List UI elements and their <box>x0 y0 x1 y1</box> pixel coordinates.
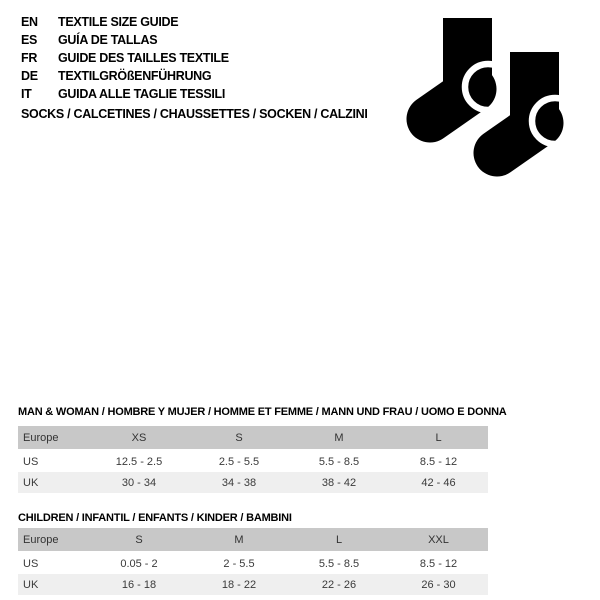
language-code: EN <box>21 15 38 29</box>
table-title-children: CHILDREN / INFANTIL / ENFANTS / KINDER / BAMBINI <box>18 512 292 524</box>
region-label: UK <box>18 472 89 493</box>
region-label: UK <box>18 574 89 595</box>
column-header-size: XXL <box>389 528 488 553</box>
language-code: ES <box>21 33 38 47</box>
size-value: 2.5 - 5.5 <box>218 455 260 468</box>
column-header-size: S <box>89 528 189 553</box>
size-value: 16 - 18 <box>89 574 189 595</box>
region-label: US <box>23 455 39 468</box>
size-table-man-woman <box>18 426 488 493</box>
language-label: GUIDA ALLE TAGLIE TESSILI <box>58 87 226 101</box>
socks-icon-svg <box>402 4 592 184</box>
size-value: 12.5 - 2.5 <box>115 455 163 468</box>
column-header-europe: Europe <box>18 528 89 553</box>
sock-back <box>430 18 511 119</box>
language-row-fr <box>21 49 229 67</box>
language-row-de <box>21 67 229 85</box>
table-row-us <box>18 553 488 574</box>
column-header-europe: Europe <box>18 426 89 451</box>
size-value: 22 - 26 <box>289 574 389 595</box>
table-row-uk <box>18 574 488 595</box>
column-header-size: L <box>389 426 488 451</box>
socks-icon <box>402 4 592 184</box>
table-header-row <box>18 528 488 553</box>
size-value: 38 - 42 <box>289 472 389 493</box>
table-title-man-woman: MAN & WOMAN / HOMBRE Y MUJER / HOMME ET FEMME / MANN UND FRAU / UOMO E DONNA <box>18 406 507 418</box>
language-list <box>21 13 229 103</box>
size-value: 0.05 - 2 <box>120 557 158 570</box>
column-header-size: M <box>189 528 289 553</box>
language-code: FR <box>21 51 38 65</box>
language-label: GUÍA DE TALLAS <box>58 33 158 47</box>
column-header-size: S <box>189 426 289 451</box>
size-value: 42 - 46 <box>389 472 488 493</box>
column-header-size: XS <box>89 426 189 451</box>
size-value: 8.5 - 12 <box>419 557 458 570</box>
category-title: SOCKS / CALCETINES / CHAUSSETTES / SOCKEN / CALZINI <box>21 107 368 121</box>
size-value: 30 - 34 <box>89 472 189 493</box>
size-value: 8.5 - 12 <box>419 455 458 468</box>
language-row-it <box>21 85 229 103</box>
language-code: DE <box>21 69 38 83</box>
size-value: 26 - 30 <box>389 574 488 595</box>
size-value: 34 - 38 <box>189 472 289 493</box>
region-label: US <box>23 557 39 570</box>
language-code: IT <box>21 87 32 101</box>
size-table-children <box>18 528 488 595</box>
column-header-size: L <box>289 528 389 553</box>
column-header-size: M <box>289 426 389 451</box>
size-value: 5.5 - 8.5 <box>318 455 360 468</box>
table-row-us <box>18 451 488 472</box>
language-label: GUIDE DES TAILLES TEXTILE <box>58 51 229 65</box>
table-row-uk <box>18 472 488 493</box>
language-row-es <box>21 31 229 49</box>
language-label: TEXTILGRÖßENFÜHRUNG <box>58 69 212 83</box>
size-value: 2 - 5.5 <box>223 557 255 570</box>
size-value: 18 - 22 <box>189 574 289 595</box>
table-header-row <box>18 426 488 451</box>
size-value: 5.5 - 8.5 <box>318 557 360 570</box>
language-label: TEXTILE SIZE GUIDE <box>58 15 179 29</box>
language-row-en <box>21 13 229 31</box>
